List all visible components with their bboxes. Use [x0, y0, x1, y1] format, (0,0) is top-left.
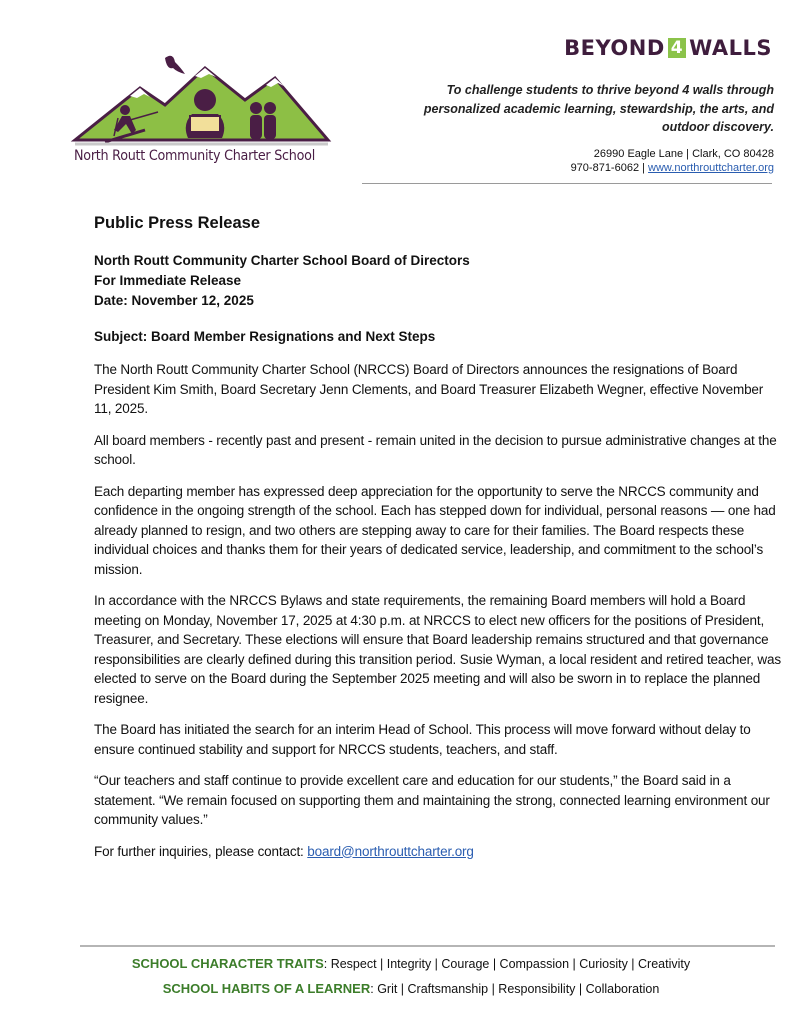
meta-organization: North Routt Community Charter School Board of Directors [94, 253, 470, 268]
contact-email-link[interactable]: board@northrouttcharter.org [307, 843, 474, 859]
website-link[interactable]: www.northrouttcharter.org [648, 162, 774, 174]
habits-label: SCHOOL HABITS OF A LEARNER [162, 981, 371, 996]
mission-tagline: To challenge students to thrive beyond 4 walls through personalized academic learning, stewardship, the arts, and outdoor discovery. [423, 83, 774, 134]
footer-divider [80, 945, 775, 947]
brand-four-badge: 4 [668, 38, 686, 58]
phone-website-line [571, 161, 774, 175]
mountain-logo-icon [70, 50, 332, 150]
contact-paragraph [94, 842, 784, 862]
habits-line [0, 981, 797, 996]
meta-date: Date: November 12, 2025 [94, 293, 254, 308]
paragraph: All board members - recently past and present - remain united in the decision to pursue administrative changes at the school. [94, 432, 777, 467]
habits-values: : Grit | Craftsmanship | Responsibility | Collaboration [370, 982, 660, 996]
street-address: 26990 Eagle Lane | Clark, CO 80428 [593, 148, 774, 160]
header-divider [362, 183, 772, 184]
brand-left: BEYOND [564, 36, 665, 60]
contact-address-block [571, 147, 774, 175]
character-traits-line [0, 956, 797, 971]
logo-school-name: North Routt Community Charter School [74, 148, 315, 164]
meta-release-type: For Immediate Release [94, 273, 242, 288]
contact-prefix: For further inquiries, please contact: [94, 843, 308, 859]
release-meta [94, 251, 784, 311]
paragraph: Each departing member has expressed deep appreciation for the opportunity to serve the NRCCS community and confidence in the ongoing strength of the school. Each has stepped down for individual, personal reasons — one had already planned to resign, and two others are stepping away to care for their families. The Board respects these individual choices and thanks them for their years of dedicated service, leadership, and commitment to the school’s mission. [94, 483, 776, 577]
paragraph: The Board has initiated the search for an interim Head of School. This process will move forward without delay to ensure continued stability and support for NRCCS students, teachers, and staff. [94, 722, 751, 757]
school-logo [70, 50, 332, 175]
press-release-body [94, 214, 784, 873]
paragraph: The North Routt Community Charter School (NRCCS) Board of Directors announces the resignations of Board President Kim Smith, Board Secretary Jenn Clements, and Board Treasurer Elizabeth Wegner, effective November 11, 2025. [94, 362, 764, 416]
document-title: Public Press Release [94, 214, 261, 232]
subject-line: Subject: Board Member Resignations and Next Steps [94, 329, 436, 344]
paragraph: In accordance with the NRCCS Bylaws and state requirements, the remaining Board members will hold a Board meeting on Monday, November 17, 2025 at 4:30 p.m. at NRCCS to elect new officers for the positions of President, Treasurer, and Secretary. These elections will ensure that Board leadership remains structured and that governance responsibilities are clearly defined during this transition period. Susie Wyman, a local resident and retired teacher, was elected to serve on the Board during the September 2025 meeting and will also be sworn in to replace the planned resignee. [94, 593, 781, 706]
traits-label: SCHOOL CHARACTER TRAITS [131, 956, 324, 971]
beyond-4-walls-brand [564, 36, 772, 60]
paragraph: “Our teachers and staff continue to provide excellent care and education for our students,” the Board said in a statement. “We remain focused on supporting them and maintaining the strong, connected learning environment our community values.” [94, 773, 770, 827]
traits-values: : Respect | Integrity | Courage | Compassion | Curiosity | Creativity [323, 957, 691, 971]
brand-right: WALLS [689, 36, 772, 60]
phone-number: 970-871-6062 | [570, 162, 649, 174]
